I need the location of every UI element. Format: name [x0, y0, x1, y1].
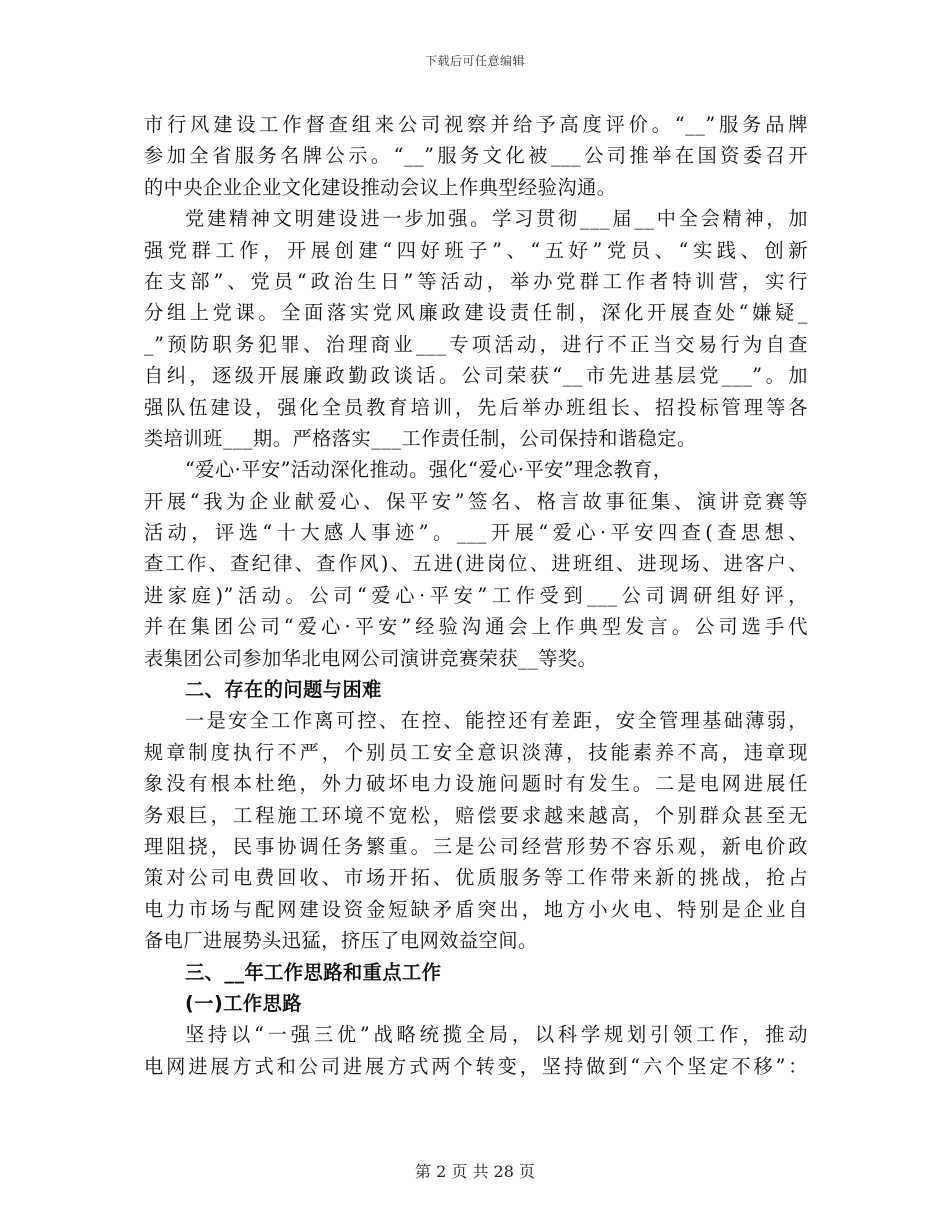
body-line: 市行风建设工作督查组来公司视察并给予高度评价。“__”服务品牌: [144, 113, 808, 136]
body-line: 理阻挠，民事协调任务繁重。三是公司经营形势不容乐观，新电价政: [144, 834, 808, 858]
body-line: 参加全省服务名牌公示。“__”服务文化被___公司推举在国资委召开: [144, 144, 808, 168]
body-line: 自纠，逐级开展廉政勤政谈话。公司荣获“__市先进基层党___”。加: [144, 364, 808, 388]
subsection-heading: (一)工作思路: [185, 991, 302, 1015]
body-line: 在支部”、党员“政治生日”等活动，举办党群工作者特训营，实行: [144, 269, 808, 293]
body-line: 电力市场与配网建设资金短缺矛盾突出，地方小火电、特别是企业自: [144, 897, 808, 921]
body-line: 党建精神文明建设进一步加强。学习贯彻___届__中全会精神，加: [185, 207, 808, 231]
document-body: [144, 109, 808, 1082]
body-line: _”预防职务犯罪、治理商业___专项活动，进行不正当交易行为自查: [144, 332, 808, 356]
body-line: 并在集团公司“爱心·平安”经验沟通会上作典型发言。公司选手代: [144, 615, 808, 639]
section-heading: 三、__年工作思路和重点工作: [185, 960, 442, 984]
page-header: 下载后可任意编辑: [424, 54, 525, 68]
body-line: 强队伍建设，强化全员教育培训，先后举办班组长、招投标管理等各: [144, 395, 808, 419]
body-line: 强党群工作，开展创建“四好班子”、“五好”党员、“实践、创新: [144, 238, 808, 262]
body-line: “爱心·平安”活动深化推动。强化“爱心·平安”理念教育，: [185, 458, 673, 482]
body-line: 电网进展方式和公司进展方式两个转变，坚持做到“六个坚定不移”：: [144, 1054, 808, 1078]
body-line: 查工作、查纪律、查作风)、五进(进岗位、进班组、进现场、进客户、: [144, 552, 808, 576]
page-number: 第 2 页 共 28 页: [415, 1162, 535, 1181]
body-line: 的中央企业企业文化建设推动会议上作典型经验沟通。: [144, 175, 617, 199]
body-line: 进家庭)”活动。公司“爱心·平安”工作受到___公司调研组好评，: [144, 583, 808, 607]
body-line: 表集团公司参加华北电网公司演讲竞赛荣获__等奖。: [144, 646, 598, 670]
body-line: 象没有根本杜绝，外力破坏电力设施问题时有发生。二是电网进展任: [144, 772, 808, 796]
body-line: 活动，评选“十大感人事迹”。___开展“爱心·平安四查(查思想、: [144, 521, 808, 545]
body-line: 类培训班___期。严格落实___工作责任制，公司保持和谐稳定。: [144, 426, 697, 450]
body-line: 务艰巨，工程施工环境不宽松，赔偿要求越来越高，个别群众甚至无: [144, 803, 808, 827]
body-line: 策对公司电费回收、市场开拓、优质服务等工作带来新的挑战，抢占: [144, 866, 808, 890]
body-line: 备电厂进展势头迅猛，挤压了电网效益空间。: [144, 929, 538, 953]
body-line: 开展“我为企业献爱心、保平安”签名、格言故事征集、演讲竞赛等: [144, 489, 808, 513]
body-line: 坚持以“一强三优”战略统揽全局，以科学规划引领工作，推动: [185, 1023, 808, 1047]
body-line: 一是安全工作离可控、在控、能控还有差距，安全管理基础薄弱，: [185, 709, 808, 733]
section-heading: 二、存在的问题与困难: [185, 678, 382, 702]
body-line: 规章制度执行不严，个别员工安全意识淡薄，技能素养不高，违章现: [144, 740, 808, 764]
body-line: 分组上党课。全面落实党风廉政建设责任制，深化开展查处“嫌疑_: [144, 301, 808, 325]
